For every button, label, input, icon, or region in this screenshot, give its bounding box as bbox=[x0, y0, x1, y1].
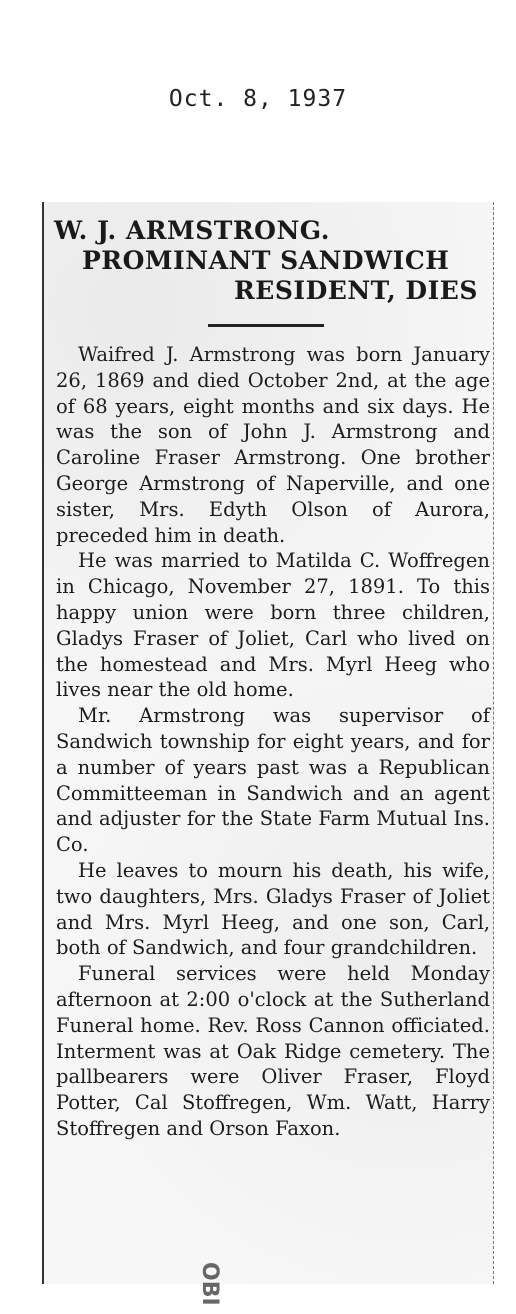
obituary-body bbox=[56, 342, 490, 1142]
paragraph-career: Mr. Armstrong was supervisor of Sandwich township for eight years, and for a number of years past was a Republican Committeeman in Sandwich and an agent and adjuster for the State Farm Mutual Ins. Co. bbox=[56, 704, 490, 857]
headline-line-3: RESIDENT, DIES bbox=[234, 276, 478, 305]
headline-line-1: W. J. ARMSTRONG. bbox=[54, 216, 330, 245]
headline-divider bbox=[208, 324, 324, 327]
paragraph-marriage: He was married to Matilda C. Woffregen in Chicago, November 27, 1891. To this happy union were born three children, Gladys Fraser of Joliet, Carl who lived on the homestead and Mrs. Myrl Heeg who lives near the old home. bbox=[56, 549, 490, 702]
obituary-stamp: OBI bbox=[197, 1262, 222, 1306]
paragraph-funeral: Funeral services were held Monday afternoon at 2:00 o'clock at the Sutherland Funeral home. Rev. Ross Cannon officiated. Interment was at Oak Ridge cemetery. The pallbearers were Oliver Fraser, Floyd Potter, Cal Stoffregen, Wm. Watt, Harry Stoffregen and Orson Faxon. bbox=[56, 962, 490, 1140]
paragraph-biography: Waifred J. Armstrong was born January 26, 1869 and died October 2nd, at the age of 68 years, eight months and six days. He was the son of John J. Armstrong and Caroline Fraser Armstrong. One brother George Armstrong of Naperville, and one sister, Mrs. Edyth Olson of Aurora, preceded him in death. bbox=[56, 343, 490, 547]
headline-line-2: PROMINANT SANDWICH bbox=[82, 246, 450, 275]
clipping-date: Oct. 8, 1937 bbox=[168, 86, 348, 112]
newspaper-clipping bbox=[42, 202, 494, 1284]
paragraph-survivors: He leaves to mourn his death, his wife, two daughters, Mrs. Gladys Fraser of Joliet and Mrs. Myrl Heeg, and one son, Carl, both of Sandwich, and four grandchildren. bbox=[56, 858, 490, 960]
